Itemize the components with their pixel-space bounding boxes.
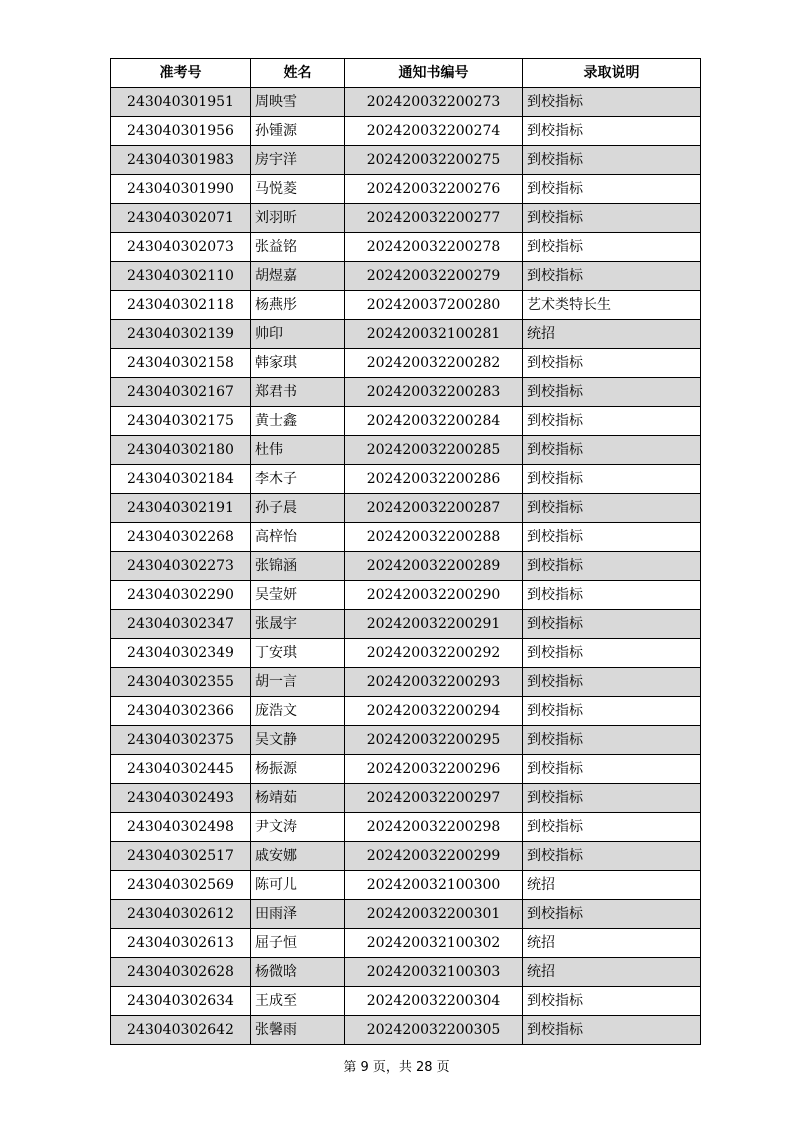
cell-notice-number: 202420032200283 [345,378,523,407]
cell-name: 尹文涛 [251,813,345,842]
cell-name: 丁安琪 [251,639,345,668]
cell-notice-number: 202420032200292 [345,639,523,668]
cell-admission-note: 到校指标 [523,639,701,668]
cell-notice-number: 202420032200304 [345,987,523,1016]
header-admission-note: 录取说明 [523,59,701,88]
cell-notice-number: 202420032100300 [345,871,523,900]
cell-exam-number: 243040302158 [111,349,251,378]
cell-admission-note: 到校指标 [523,784,701,813]
table-row [111,291,701,320]
cell-exam-number: 243040302628 [111,958,251,987]
cell-exam-number: 243040302349 [111,639,251,668]
cell-exam-number: 243040302110 [111,262,251,291]
cell-notice-number: 202420032200293 [345,668,523,697]
cell-notice-number: 202420032200291 [345,610,523,639]
cell-exam-number: 243040302191 [111,494,251,523]
table-row [111,204,701,233]
cell-notice-number: 202420032200301 [345,900,523,929]
cell-admission-note: 到校指标 [523,552,701,581]
cell-name: 帅印 [251,320,345,349]
cell-name: 胡煜嘉 [251,262,345,291]
table-row [111,146,701,175]
table-row [111,639,701,668]
cell-exam-number: 243040302073 [111,233,251,262]
cell-notice-number: 202420032200274 [345,117,523,146]
cell-exam-number: 243040302498 [111,813,251,842]
cell-exam-number: 243040302347 [111,610,251,639]
cell-name: 韩家琪 [251,349,345,378]
cell-name: 田雨泽 [251,900,345,929]
cell-admission-note: 到校指标 [523,523,701,552]
cell-exam-number: 243040302175 [111,407,251,436]
table-row [111,378,701,407]
cell-admission-note: 到校指标 [523,900,701,929]
cell-name: 杨靖茹 [251,784,345,813]
cell-notice-number: 202420032200295 [345,726,523,755]
table-row [111,813,701,842]
cell-name: 孙锺源 [251,117,345,146]
cell-exam-number: 243040302167 [111,378,251,407]
cell-name: 张锦涵 [251,552,345,581]
cell-name: 马悦菱 [251,175,345,204]
cell-notice-number: 202420032200279 [345,262,523,291]
cell-exam-number: 243040302366 [111,697,251,726]
cell-notice-number: 202420032200282 [345,349,523,378]
cell-exam-number: 243040302517 [111,842,251,871]
cell-notice-number: 202420032200296 [345,755,523,784]
cell-notice-number: 202420032100302 [345,929,523,958]
header-name: 姓名 [251,59,345,88]
table-row [111,494,701,523]
table-row [111,117,701,146]
cell-notice-number: 202420032100281 [345,320,523,349]
cell-notice-number: 202420032200276 [345,175,523,204]
table-row [111,668,701,697]
table-row [111,697,701,726]
cell-notice-number: 202420032200298 [345,813,523,842]
cell-admission-note: 到校指标 [523,436,701,465]
table-row [111,233,701,262]
cell-admission-note: 到校指标 [523,233,701,262]
cell-admission-note: 到校指标 [523,494,701,523]
cell-notice-number: 202420032200277 [345,204,523,233]
cell-notice-number: 202420032200287 [345,494,523,523]
cell-exam-number: 243040302642 [111,1016,251,1045]
table-header-row [111,59,701,88]
admission-table [110,58,701,1045]
cell-admission-note: 到校指标 [523,349,701,378]
cell-admission-note: 到校指标 [523,88,701,117]
cell-admission-note: 到校指标 [523,407,701,436]
table-row [111,871,701,900]
table-row [111,900,701,929]
cell-name: 房宇洋 [251,146,345,175]
cell-exam-number: 243040302612 [111,900,251,929]
cell-exam-number: 243040302180 [111,436,251,465]
table-row [111,958,701,987]
cell-notice-number: 202420032200286 [345,465,523,494]
table-row [111,842,701,871]
cell-notice-number: 202420032200288 [345,523,523,552]
cell-admission-note: 统招 [523,871,701,900]
cell-admission-note: 到校指标 [523,117,701,146]
cell-name: 张益铭 [251,233,345,262]
cell-exam-number: 243040301951 [111,88,251,117]
cell-name: 孙子晨 [251,494,345,523]
table-row [111,929,701,958]
cell-name: 张馨雨 [251,1016,345,1045]
table-row [111,987,701,1016]
cell-admission-note: 到校指标 [523,1016,701,1045]
table-row [111,726,701,755]
table-row [111,755,701,784]
cell-notice-number: 202420032200284 [345,407,523,436]
cell-exam-number: 243040302184 [111,465,251,494]
cell-admission-note: 艺术类特长生 [523,291,701,320]
cell-notice-number: 202420032200294 [345,697,523,726]
table-row [111,610,701,639]
cell-exam-number: 243040302634 [111,987,251,1016]
header-exam-number: 准考号 [111,59,251,88]
cell-admission-note: 到校指标 [523,465,701,494]
cell-notice-number: 202420032200289 [345,552,523,581]
cell-notice-number: 202420032200278 [345,233,523,262]
cell-name: 杨燕彤 [251,291,345,320]
cell-exam-number: 243040302613 [111,929,251,958]
cell-admission-note: 到校指标 [523,726,701,755]
cell-exam-number: 243040301983 [111,146,251,175]
cell-name: 庞浩文 [251,697,345,726]
cell-name: 杨微晗 [251,958,345,987]
cell-name: 陈可儿 [251,871,345,900]
cell-notice-number: 202420032200275 [345,146,523,175]
cell-admission-note: 到校指标 [523,581,701,610]
cell-exam-number: 243040302569 [111,871,251,900]
cell-name: 吴文静 [251,726,345,755]
table-row [111,407,701,436]
cell-admission-note: 到校指标 [523,755,701,784]
cell-admission-note: 到校指标 [523,175,701,204]
table-row [111,262,701,291]
cell-notice-number: 202420032200299 [345,842,523,871]
cell-name: 刘羽昕 [251,204,345,233]
cell-admission-note: 到校指标 [523,204,701,233]
header-notice-number: 通知书编号 [345,59,523,88]
cell-notice-number: 202420032200290 [345,581,523,610]
table-row [111,349,701,378]
cell-name: 戚安娜 [251,842,345,871]
cell-name: 张晟宇 [251,610,345,639]
cell-exam-number: 243040302445 [111,755,251,784]
cell-name: 吴莹妍 [251,581,345,610]
cell-name: 杜伟 [251,436,345,465]
table-body [111,88,701,1045]
table-row [111,523,701,552]
cell-admission-note: 到校指标 [523,262,701,291]
cell-notice-number: 202420032200273 [345,88,523,117]
cell-name: 王成至 [251,987,345,1016]
table-row [111,436,701,465]
cell-name: 郑君书 [251,378,345,407]
table-row [111,784,701,813]
cell-admission-note: 统招 [523,929,701,958]
cell-exam-number: 243040302118 [111,291,251,320]
table-row [111,552,701,581]
cell-admission-note: 到校指标 [523,813,701,842]
cell-notice-number: 202420032100303 [345,958,523,987]
cell-exam-number: 243040302268 [111,523,251,552]
cell-admission-note: 统招 [523,320,701,349]
table-row [111,320,701,349]
cell-exam-number: 243040302355 [111,668,251,697]
table-row [111,465,701,494]
cell-notice-number: 202420032200305 [345,1016,523,1045]
cell-name: 周映雪 [251,88,345,117]
cell-exam-number: 243040301956 [111,117,251,146]
cell-exam-number: 243040302071 [111,204,251,233]
table-row [111,88,701,117]
cell-admission-note: 到校指标 [523,987,701,1016]
cell-exam-number: 243040302493 [111,784,251,813]
cell-name: 屈子恒 [251,929,345,958]
table-row [111,175,701,204]
cell-name: 李木子 [251,465,345,494]
cell-admission-note: 到校指标 [523,668,701,697]
table-row [111,581,701,610]
cell-admission-note: 到校指标 [523,146,701,175]
table-row [111,1016,701,1045]
cell-admission-note: 到校指标 [523,842,701,871]
cell-name: 杨振源 [251,755,345,784]
cell-admission-note: 到校指标 [523,697,701,726]
cell-notice-number: 202420032200285 [345,436,523,465]
cell-exam-number: 243040302375 [111,726,251,755]
cell-notice-number: 202420032200297 [345,784,523,813]
cell-name: 黄士鑫 [251,407,345,436]
cell-name: 胡一言 [251,668,345,697]
page-footer: 第 9 页，共 28 页 [343,1060,450,1075]
cell-admission-note: 统招 [523,958,701,987]
cell-name: 高梓怡 [251,523,345,552]
cell-exam-number: 243040302290 [111,581,251,610]
cell-exam-number: 243040302273 [111,552,251,581]
cell-admission-note: 到校指标 [523,378,701,407]
cell-exam-number: 243040302139 [111,320,251,349]
cell-admission-note: 到校指标 [523,610,701,639]
cell-notice-number: 202420037200280 [345,291,523,320]
cell-exam-number: 243040301990 [111,175,251,204]
